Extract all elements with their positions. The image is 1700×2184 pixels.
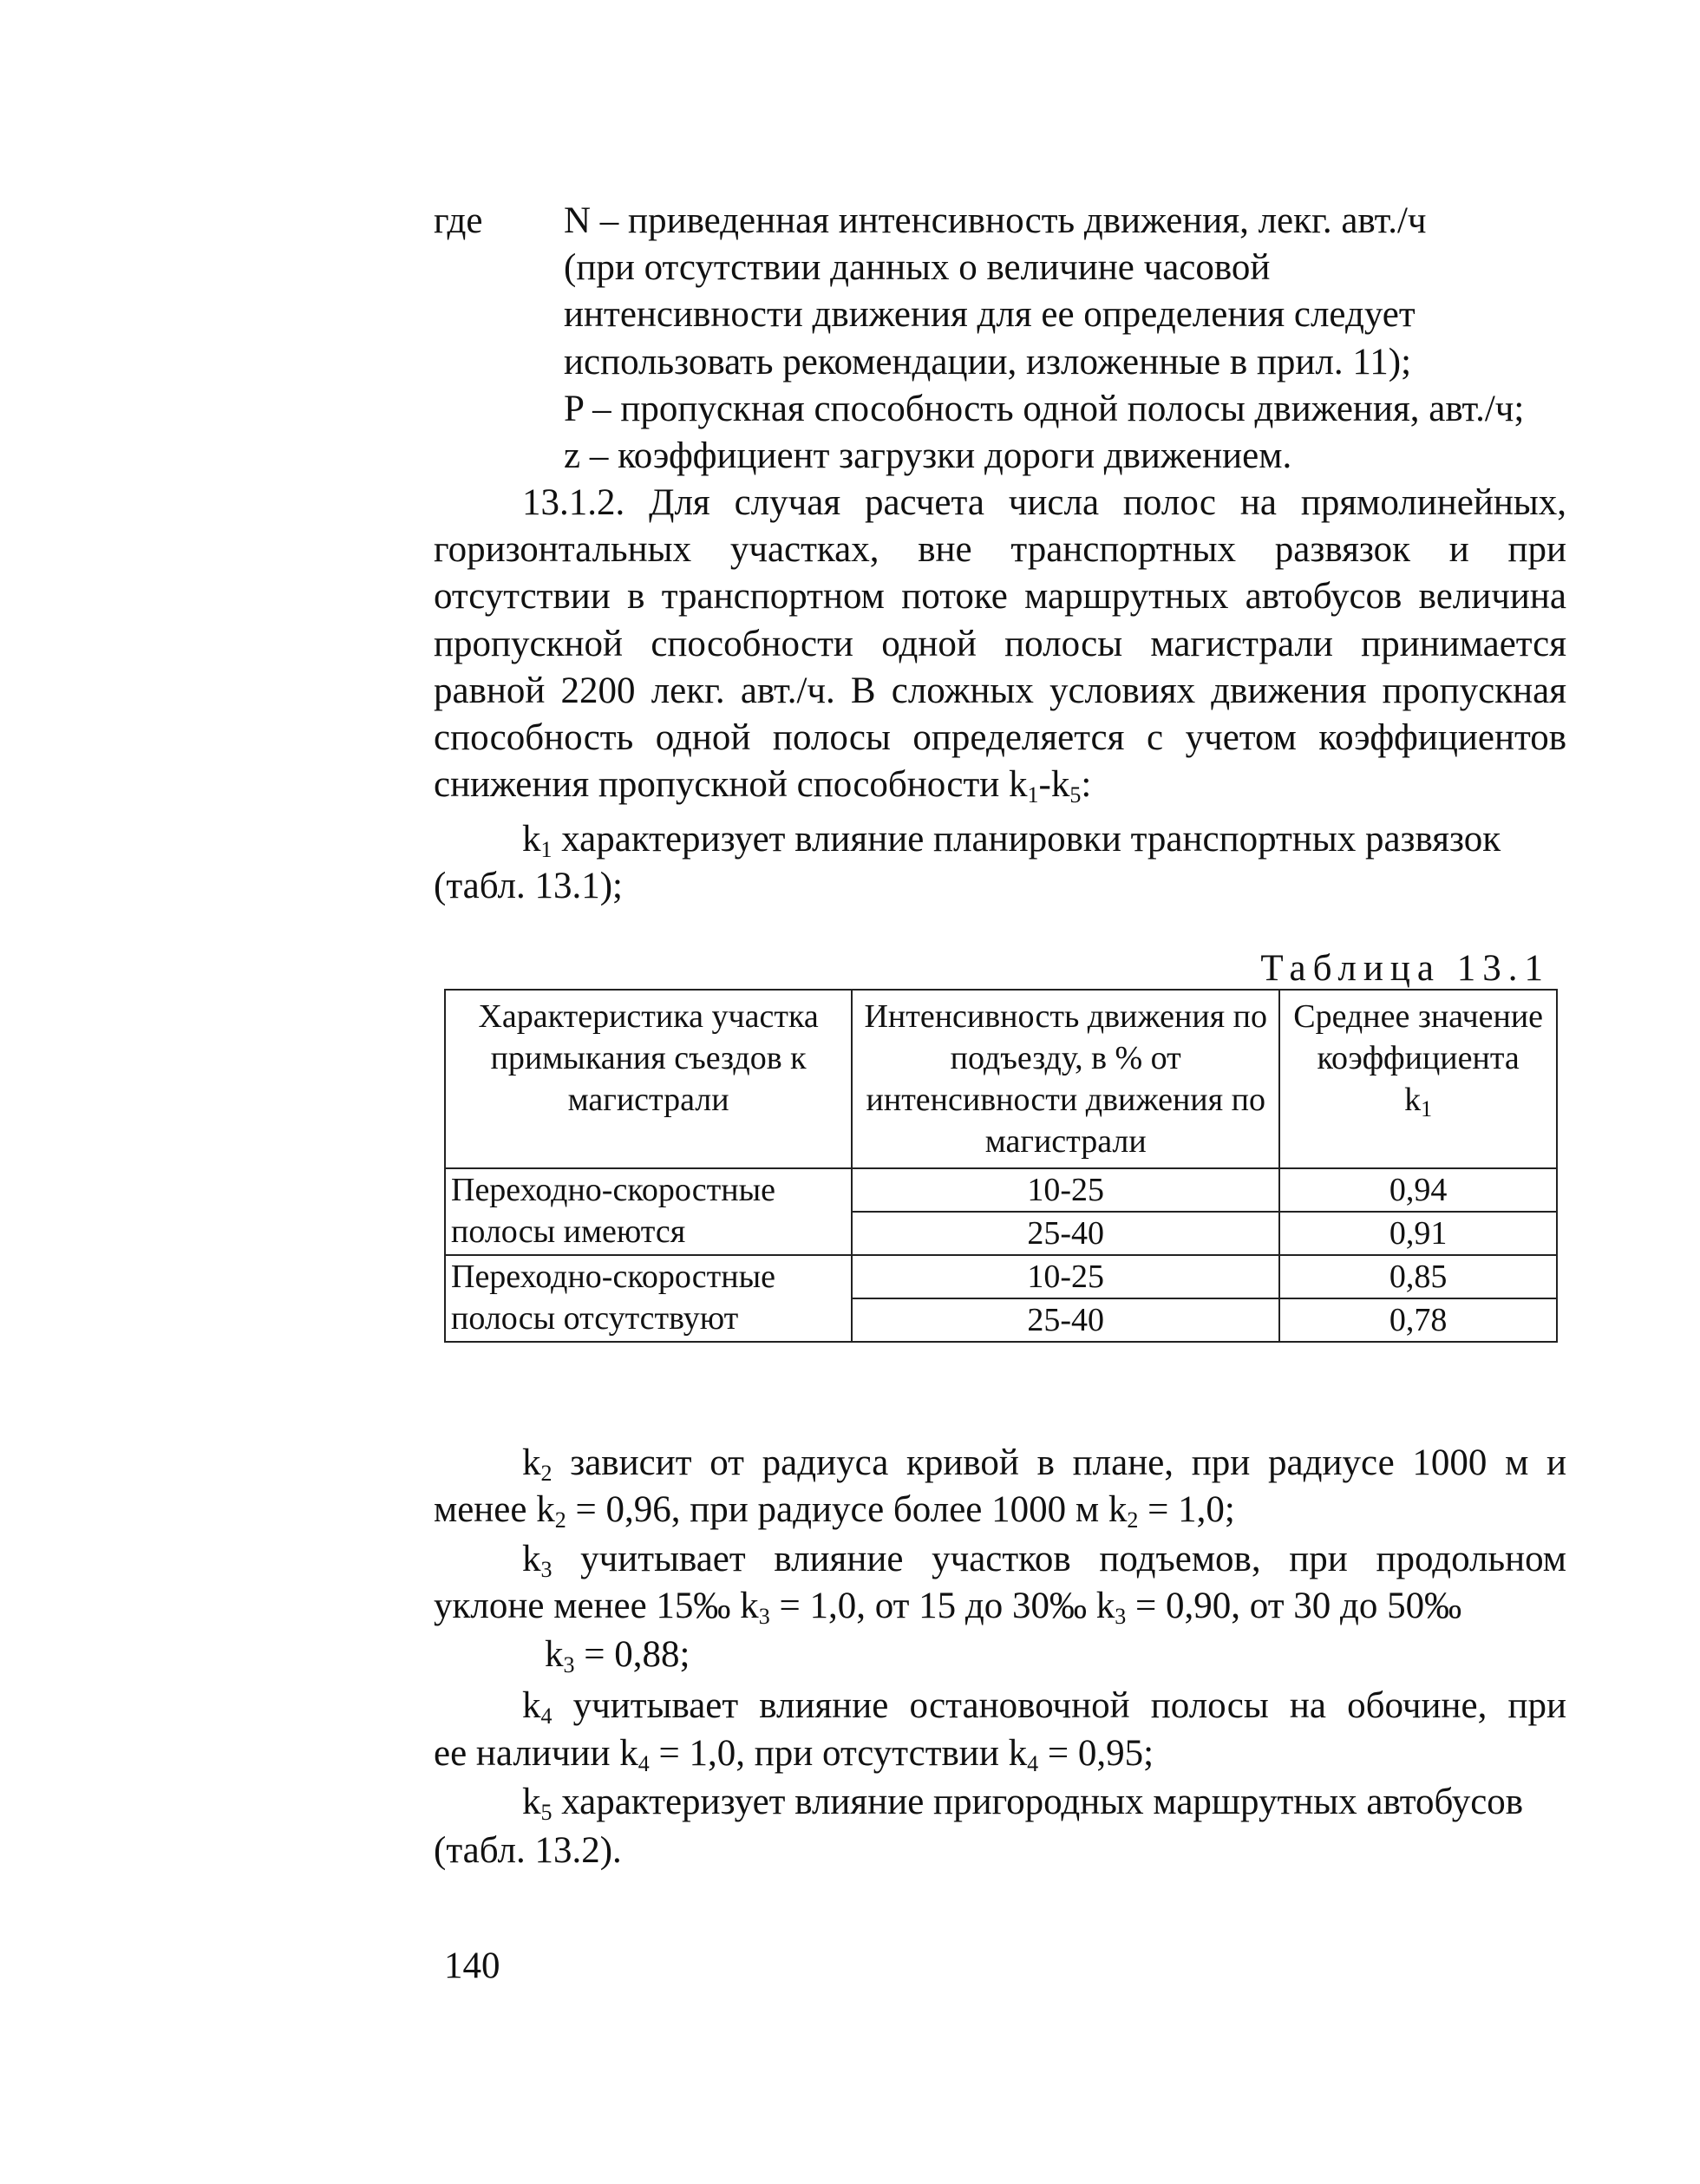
definition-p: P – пропускная способность одной полосы движения, авт./ч; [564, 389, 1525, 429]
k4-line-1: $k_4$ учитывает влияние остановочной полосы на обочине, при [522, 1685, 1566, 1729]
para-13-1-2-line-1: 13.1.2. Для случая расчета числа полос на прямолинейных, [522, 482, 1566, 523]
k5-line-1: $k_5$ характеризует влияние пригородных маршрутных автобусов [522, 1782, 1524, 1825]
para-13-1-2-line-3: отсутствии в транспортном потоке маршрутных автобусов величина [434, 576, 1566, 617]
para-13-1-2-line-6: способность одной полосы определяется с учетом коэффициентов [434, 717, 1566, 758]
table-cell-intensity: 10-25 [852, 1168, 1279, 1212]
para-13-1-2-line-5: равной 2200 лекг. авт./ч. В сложных условиях движения пропускная [434, 670, 1566, 711]
table-header-characteristic: Характеристика участка примыкания съездов к магистрали [445, 990, 852, 1168]
k1-line-2: (табл. 13.1); [434, 866, 624, 906]
k1-line-1: $k_1$ характеризует влияние планировки транспортных развязок [522, 819, 1501, 862]
k3-line-3: $k_3 = 0,88$; [545, 1634, 690, 1677]
table-cell-characteristic: Переходно-скоростные полосы отсутствуют [445, 1255, 852, 1342]
table-cell-value: 0,94 [1279, 1168, 1557, 1212]
table-cell-value: 0,78 [1279, 1298, 1557, 1342]
table-header-coefficient: Среднее значение коэффициента $k_1$ [1279, 990, 1557, 1168]
para-13-1-2-line-2: горизонтальных участках, вне транспортных развязок и при [434, 529, 1566, 570]
table-cell-intensity: 10-25 [852, 1255, 1279, 1298]
definition-n-line-3: интенсивности движения для ее определения следует [564, 294, 1416, 335]
table-header-intensity: Интенсивность движения по подъезду, в % от интенсивности движения по магистрали [852, 990, 1279, 1168]
table-header-row [445, 990, 1557, 1168]
page-number: 140 [444, 1945, 500, 1986]
table-cell-intensity: 25-40 [852, 1298, 1279, 1342]
k3-line-2: уклоне менее 15‰ $k_3 = 1,0$, от 15 до 30‰ $k_3 = 0,90$, от 30 до 50‰ [434, 1586, 1462, 1629]
k3-line-1: $k_3$ учитывает влияние участков подъемов, при продольном [522, 1539, 1566, 1582]
definition-n-line-4: использовать рекомендации, изложенные в прил. 11); [564, 342, 1412, 383]
table-cell-intensity: 25-40 [852, 1212, 1279, 1255]
para-13-1-2-line-4: пропускной способности одной полосы магистрали принимается [434, 624, 1566, 664]
where-label: где [434, 200, 483, 241]
definition-z: z – коэффициент загрузки дороги движением. [564, 435, 1292, 476]
definition-n-line-2: (при отсутствии данных о величине часовой [564, 247, 1271, 288]
k5-line-2: (табл. 13.2). [434, 1830, 622, 1871]
table-caption: Таблица 13.1 [1260, 948, 1550, 989]
para-13-1-2-line-7: снижения пропускной способности $k_1-k_5$: [434, 764, 1092, 808]
table-cell-value: 0,85 [1279, 1255, 1557, 1298]
k4-line-2: ее наличии $k_4 = 1,0$, при отсутствии $k_4 = 0,95$; [434, 1733, 1154, 1776]
table-13-1 [444, 989, 1558, 1343]
table-cell-characteristic: Переходно-скоростные полосы имеются [445, 1168, 852, 1255]
table-row [445, 1168, 1557, 1212]
k2-line-1: $k_2$ зависит от радиуса кривой в плане, при радиусе 1000 м и [522, 1442, 1566, 1486]
k2-line-2: менее $k_2 = 0,96$, при радиусе более 1000 м $k_2 = 1,0$; [434, 1489, 1235, 1533]
table-cell-value: 0,91 [1279, 1212, 1557, 1255]
definition-n-line-1: N – приведенная интенсивность движения, лекг. авт./ч [564, 200, 1427, 241]
table-row [445, 1255, 1557, 1298]
